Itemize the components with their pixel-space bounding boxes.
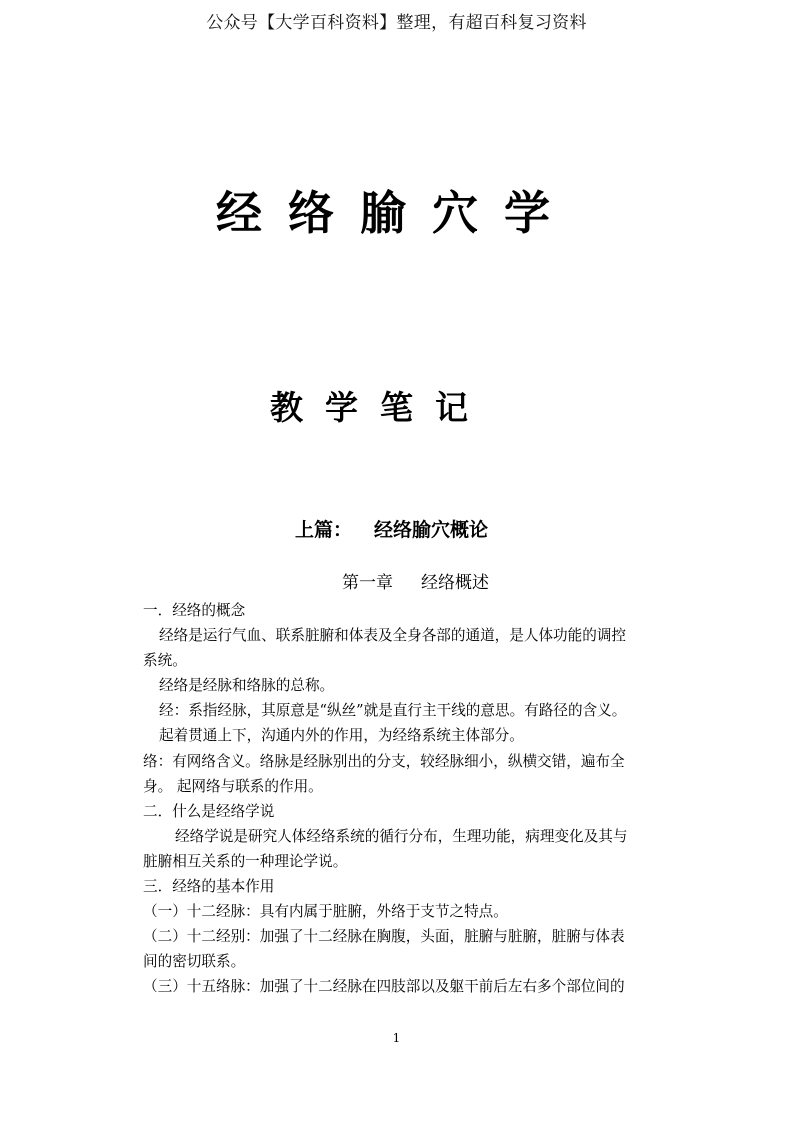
chapter-heading	[342, 571, 489, 595]
paragraph-line: 络：有网络含义。络脉是经脉别出的分支，较经脉细小，纵横交错，遍布全	[143, 752, 625, 770]
paragraph-line: 经：系指经脉，其原意是“纵丝”就是直行主干线的意思。有路径的含义。	[159, 702, 627, 720]
chapter-title: 经络概述	[421, 573, 489, 593]
part-label: 上篇：	[295, 519, 353, 541]
paragraph-line: 经络学说是研究人体经络系统的循行分布，生理功能，病理变化及其与	[175, 827, 628, 845]
list-item: （一）十二经脉：具有内属于脏腑，外络于支节之特点。	[143, 903, 508, 921]
page-number: 1	[392, 1031, 401, 1045]
part-heading	[295, 517, 488, 543]
paragraph-line: 身。 起网络与联系的作用。	[143, 777, 323, 795]
list-item: （三）十五络脉：加强了十二经脉在四肢部以及躯干前后左右多个部位间的	[143, 978, 625, 996]
section-heading-3: 三．经络的基本作用	[143, 878, 275, 896]
list-item-continuation: 间的密切联系。	[143, 953, 246, 971]
section-heading-2: 二．什么是经络学说	[143, 802, 275, 820]
paragraph-line: 脏腑相互关系的一种理论学说。	[143, 852, 348, 870]
part-title: 经络腧穴概论	[374, 519, 489, 541]
body-text	[143, 598, 683, 1000]
section-heading-1: 一．经络的概念	[143, 602, 246, 619]
paragraph-line: 经络是运行气血、联系脏腑和体表及全身各部的通道，是人体功能的调控	[159, 627, 627, 645]
chapter-label: 第一章	[342, 573, 393, 593]
page-header: 公众号【大学百科资料】整理，有超百科复习资料	[206, 13, 587, 33]
sub-title: 教学笔记	[270, 388, 490, 427]
main-title: 经络腧穴学	[216, 186, 576, 240]
paragraph-line: 系统。	[143, 652, 187, 670]
paragraph-line: 起着贯通上下，沟通内外的作用，为经络系统主体部分。	[159, 727, 524, 745]
paragraph-line: 经络是经脉和络脉的总称。	[159, 677, 335, 695]
list-item: （二）十二经别：加强了十二经脉在胸腹，头面，脏腑与脏腑，脏腑与体表	[143, 928, 625, 946]
